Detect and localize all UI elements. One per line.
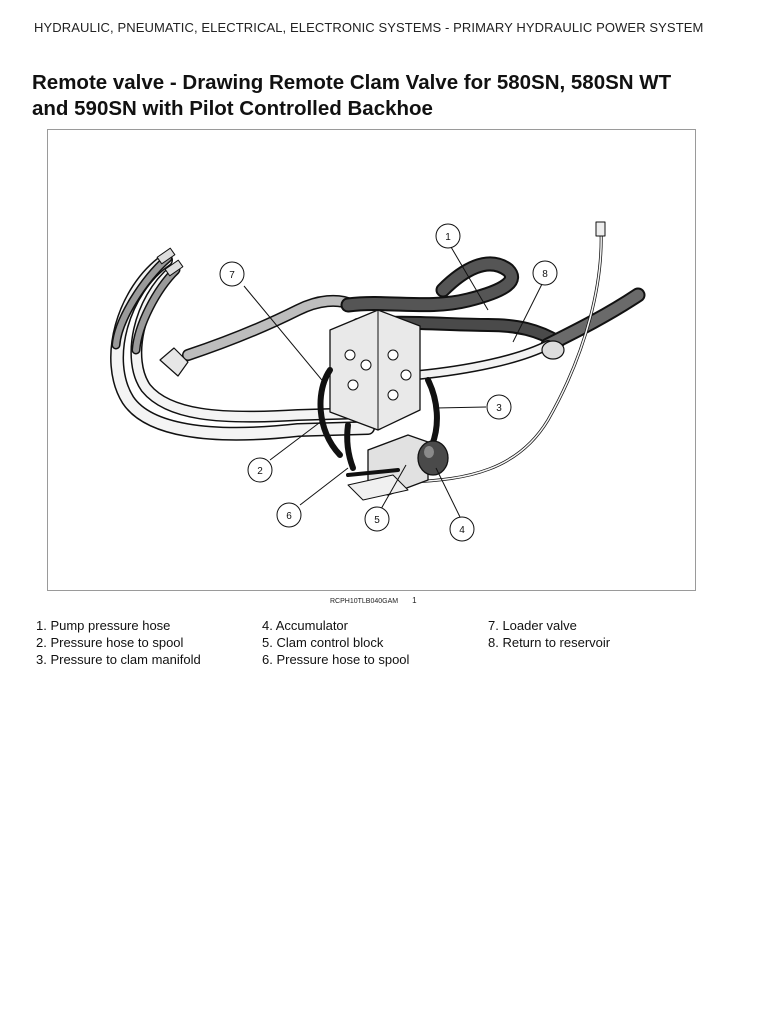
svg-text:3: 3 <box>496 403 502 414</box>
legend-item: 8. Return to reservoir <box>488 635 611 650</box>
svg-text:6: 6 <box>286 511 292 522</box>
figure-caption <box>330 596 417 605</box>
page-title <box>32 70 732 122</box>
callout-1 <box>436 224 460 248</box>
legend-item: 5. Clam control block <box>262 635 384 650</box>
section-header: HYDRAULIC, PNEUMATIC, ELECTRICAL, ELECTRONIC SYSTEMS - PRIMARY HYDRAULIC POWER SYSTEM <box>34 20 704 35</box>
pressure-to-clam-hose <box>428 380 437 445</box>
callout-2 <box>248 458 272 482</box>
legend-item: 1. Pump pressure hose <box>36 618 171 633</box>
svg-text:7: 7 <box>229 270 235 281</box>
legend-column-2 <box>262 617 409 668</box>
svg-text:4: 4 <box>459 525 465 536</box>
svg-text:2: 2 <box>257 466 263 477</box>
callout-7 <box>220 262 244 286</box>
figure-frame <box>47 129 696 591</box>
page-title-line-1: Remote valve - Drawing Remote Clam Valve for 580SN, 580SN WT <box>32 71 672 94</box>
cable-end <box>596 222 605 236</box>
callout-6 <box>277 503 301 527</box>
legend-item: 3. Pressure to clam manifold <box>36 652 201 667</box>
svg-text:8: 8 <box>542 269 548 280</box>
callout-8 <box>533 261 557 285</box>
svg-text:5: 5 <box>374 515 380 526</box>
legend-column-3 <box>488 617 610 651</box>
callout-5 <box>365 507 389 531</box>
callout-4 <box>450 517 474 541</box>
leader-4 <box>436 468 460 517</box>
legend-item: 2. Pressure hose to spool <box>36 635 184 650</box>
svg-text:1: 1 <box>445 232 451 243</box>
figure-number: 1 <box>412 596 417 605</box>
legend-column-1 <box>36 617 201 668</box>
accumulator <box>418 441 448 475</box>
remote-clam-valve-drawing <box>48 130 695 590</box>
legend-item: 7. Loader valve <box>488 618 577 633</box>
page-title-line-2: and 590SN with Pilot Controlled Backhoe <box>32 97 433 120</box>
leader-6 <box>300 468 348 505</box>
leader-3 <box>436 407 486 408</box>
legend-item: 6. Pressure hose to spool <box>262 652 410 667</box>
callout-3 <box>487 395 511 419</box>
return-fitting <box>542 341 564 359</box>
legend-item: 4. Accumulator <box>262 618 348 633</box>
image-code: RCPH10TLB040GAM <box>330 598 399 605</box>
